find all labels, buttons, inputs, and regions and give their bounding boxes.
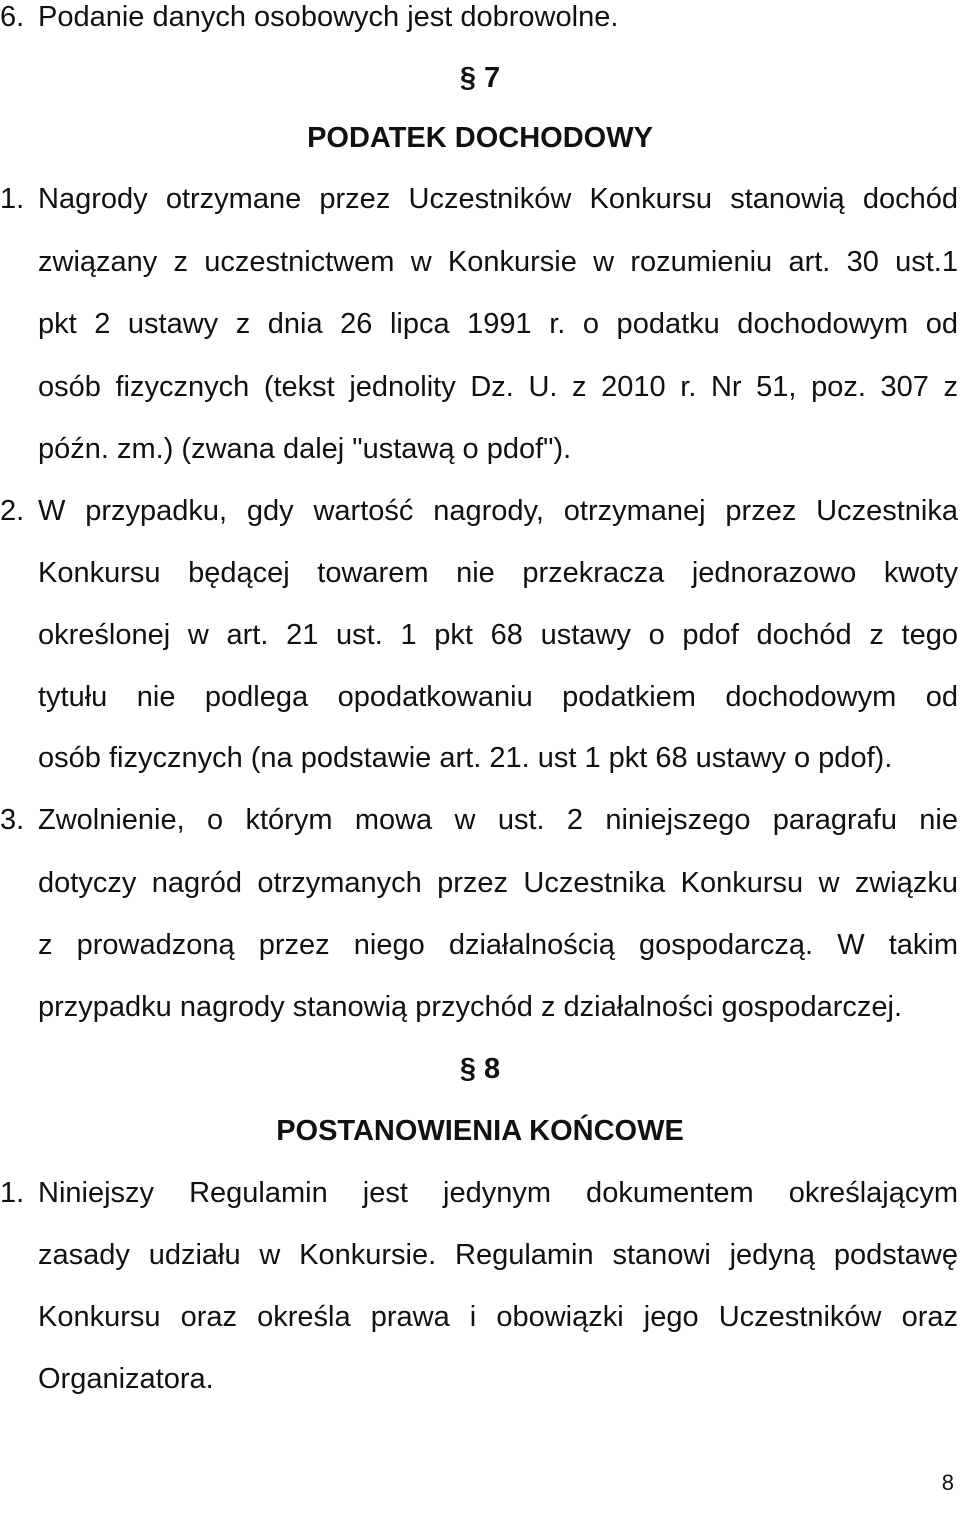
item-line: Niniejszy Regulamin jest jedynym dokumentem określającym [38, 1177, 958, 1209]
item-line: Konkursu będącej towarem nie przekracza jednorazowo kwoty [38, 557, 958, 589]
item-line: związany z uczestnictwem w Konkursie w rozumieniu art. 30 ust.1 [38, 246, 958, 278]
item-line: pkt 2 ustawy z dnia 26 lipca 1991 r. o podatku dochodowym od [38, 308, 958, 340]
item-number: 1. [0, 1177, 25, 1209]
item-line: z prowadzoną przez niego działalnością gospodarczą. W takim [38, 929, 958, 961]
item-line: dotyczy nagród otrzymanych przez Uczestnika Konkursu w związku [38, 867, 958, 899]
item-line: Organizatora. [38, 1363, 214, 1395]
item-line: osób fizycznych (tekst jednolity Dz. U. z 2010 r. Nr 51, poz. 307 z [38, 371, 958, 403]
item-line: przypadku nagrody stanowią przychód z działalności gospodarczej. [38, 991, 903, 1023]
section-7-heading: § 7 [459, 62, 501, 94]
item-line: późn. zm.) (zwana dalej "ustawą o pdof"). [38, 433, 572, 465]
page-number: 8 [941, 1470, 954, 1495]
item-line: określonej w art. 21 ust. 1 pkt 68 ustawy o pdof dochód z tego [38, 619, 958, 651]
item-number: 6. [0, 1, 25, 33]
section-8-title: POSTANOWIENIA KOŃCOWE [276, 1115, 684, 1147]
item-line: Zwolnienie, o którym mowa w ust. 2 niniejszego paragrafu nie [38, 804, 958, 836]
item-line: Konkursu oraz określa prawa i obowiązki jego Uczestników oraz [38, 1301, 958, 1333]
item-line: W przypadku, gdy wartość nagrody, otrzymanej przez Uczestnika [38, 495, 958, 527]
item-line: zasady udziału w Konkursie. Regulamin stanowi jedyną podstawę [38, 1239, 958, 1271]
item-number: 1. [0, 183, 25, 215]
item-number: 3. [0, 804, 25, 836]
item-line: osób fizycznych (na podstawie art. 21. ust 1 pkt 68 ustawy o pdof). [38, 742, 893, 774]
item-line: Nagrody otrzymane przez Uczestników Konkursu stanowią dochód [38, 183, 958, 215]
section-8-heading: § 8 [459, 1053, 501, 1085]
item-line: tytułu nie podlega opodatkowaniu podatkiem dochodowym od [38, 681, 958, 713]
section-7-title: PODATEK DOCHODOWY [307, 122, 653, 154]
item-number: 2. [0, 495, 25, 527]
item-text: Podanie danych osobowych jest dobrowolne. [38, 1, 619, 33]
